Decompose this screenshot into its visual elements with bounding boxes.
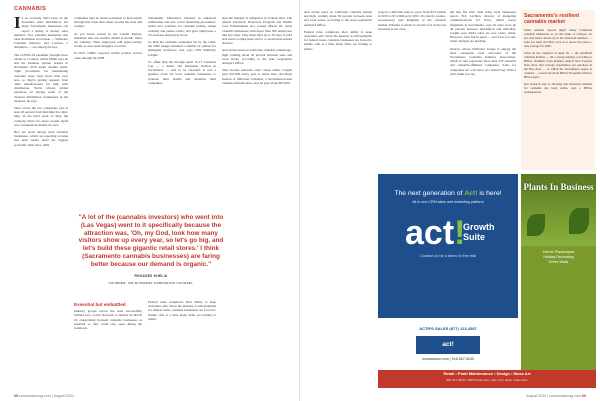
act-advertisement[interactable] bbox=[378, 174, 518, 370]
paragraph: n an economy that's been on the downturn since mid-March, not many Sacramento businesses can report a spring of money sales numbers. Two cannabis businesses that raise $4 million in revenue — Stillwater Cannabis Delivery and Cookers, a distributor — are among the few. bbox=[14, 16, 68, 50]
right-page bbox=[300, 0, 600, 401]
paragraph: Some national reports depict many California cannabis businesses as on the brink of collapse. As yet, that hasn't shown up in the statewide numbers — sales for April and May were at or above the year-to-date average for 2020. bbox=[524, 28, 592, 48]
leaf-icon bbox=[569, 208, 589, 234]
paragraph: He's not alone among local cannabis businesses, which are reporting revenue that held steady amid the biggest economic slide since 1929. bbox=[14, 130, 68, 147]
sidebar-box bbox=[521, 10, 595, 170]
pull-quote bbox=[76, 212, 226, 290]
article-column-6 bbox=[378, 10, 446, 170]
paragraph: companies may be better positioned to hold steady through this crisis than others around the state and country. bbox=[74, 16, 142, 29]
act-logo bbox=[405, 214, 495, 252]
sidebar-title: Sacramento's resilient cannabis market bbox=[524, 13, 580, 25]
sidebar-body bbox=[524, 28, 592, 97]
paragraph: In 2012, CMRC reported certain product sectors came through the 2008 bbox=[74, 51, 142, 60]
drop-cap: I bbox=[14, 16, 21, 32]
footer-right bbox=[526, 394, 586, 398]
article-column-5 bbox=[304, 10, 372, 388]
plants-service: Holiday Decorating bbox=[543, 255, 574, 259]
act-tagline: Contact us for a demo & free trial bbox=[420, 254, 476, 258]
plants-services bbox=[521, 246, 596, 269]
act-product-name: Growth Suite bbox=[463, 222, 495, 242]
retail-bar[interactable] bbox=[378, 370, 596, 388]
act-mini-logo: act! bbox=[416, 336, 480, 354]
paragraph: Sales across the two companies rose at least 20 percent from mid-March to mid-May. In the third week of May, the company hired two more people. April was a tremendous month, he says. bbox=[14, 106, 68, 127]
paragraph: And excise taxes on California cannabis remain sky-high, totaling about 50 percent between state and local levies, according to the state Legislative Analyst's Office. bbox=[304, 10, 372, 27]
pull-quote-name: RHOADES KHELIA bbox=[134, 273, 168, 278]
act-headline-post: is here! bbox=[479, 190, 502, 197]
paragraph: Our research data is showing that increased demand for cannabis has been stable, says a BDSA spokesperson. bbox=[524, 82, 592, 94]
pull-quote-title: FOUNDER, 350 BUSINESS CORPORATE COUNSEL bbox=[108, 281, 194, 286]
paragraph: The COVID-19 pandemic brought more clients to Cookers, which Miller says he and his business partner started in November 2019 under another name. Tight procedures for maintaining customer lines were more than ever now, so they're getting requests from other manufacturers for help with distribution. We've always prided ourselves on having some of the cleanest distribution warehouses in the business, he says. bbox=[14, 52, 68, 103]
act-contact[interactable]: ACTIPS SALES (877) 123-4567 bbox=[419, 326, 477, 331]
article-column-1 bbox=[14, 16, 68, 386]
footer-left bbox=[14, 394, 74, 398]
subhead: Essential but embattled bbox=[74, 302, 126, 307]
paragraph: Industry groups across the state successfully lobbied Gov. Gavin Newsom to declare in March 19 categorizing licensed cannabis businesses as essential so they could stay open during the lockdown. bbox=[74, 309, 142, 331]
paragraph: projects California sales to grow from $3.5 billion in 2019 to $7.4 billion by 2025. It's clearly counter-recessionary, says Kingham of the cannabis market. Whether as much as alcohol was in the last recession is not clear. bbox=[378, 10, 446, 31]
leaf-icon bbox=[527, 214, 545, 236]
page-number: 68 bbox=[14, 394, 18, 398]
paragraph: Therapeutic Alternative invested in enhanced sanitization and new social distancing procedures; added new positions for curbside pickup, online ordering and phone orders; and gave employees a 2% increase hazard pay boost. bbox=[148, 16, 216, 37]
paragraph: And the industry is whispered by federal rules. The federal Paycheck Protection Program and Health Care Enhancement Act, passed March 28, treats cannabis businesses with fewer than 500 employees like any other. They must offer up to 10 days of paid sick leave to employees out for a coronavirus-related absence. bbox=[222, 16, 292, 46]
footer-text: August 2020 | comstocksmag.com bbox=[526, 394, 581, 398]
paragraph: As job losses mount in the Capital Region, industries that can weather dismal economic times are valuable. Their employees will spend money locally as area retail struggles to revive. bbox=[74, 31, 142, 49]
plants-service: Interior Plantscapes bbox=[542, 250, 575, 254]
paragraph: Sales on the weekend of April 20 — the unofficial cannabis holiday — hit a strong number, according to BDSA. Numbers from industry analyst New Frontier Data show that average expenditure per purchase in the Bay Area — to which the Sacramento region is counted — went from about $60 in November 2019 to $85 in April. bbox=[524, 51, 592, 79]
act-headline bbox=[378, 174, 518, 197]
act-subheadline: All-in-one CRM sales and marketing platform bbox=[412, 200, 484, 204]
paragraph: Deaton, whose Stillwater lounge is among the most outspoken local advocates of the Sacramento Cannabis Industry Association, which in turn represents more than 150 cannabis and cannabis-affiliated companies. Sales for companies are a bit more of a mixed bag. What I don't think you see bbox=[450, 46, 516, 76]
article-column-3 bbox=[148, 16, 216, 206]
article-column-2 bbox=[74, 16, 142, 206]
article-column-3b bbox=[148, 300, 216, 388]
article-column-7 bbox=[450, 10, 516, 170]
pull-quote-text: "A lot of the (cannabis investors) who went into (Las Vegas) went to it specifically because the attraction was, 'Oh, my God, look how many visitors show up every year, so let's go big, and let's build these gigantic retail stores.' I think (Sacramento cannabis businesses) are faring better because our demand is organic." bbox=[78, 214, 224, 268]
paragraph: All that fits with what some local businesses report. Eric Lachhta, director of marketing communications for Kiva, which tracks shipments in Sacramento, says its sales were up 40 percent between mid-March and mid-May. Cargile says ATA's sales are now pretty stable. However, sales fell in April — and we're not sure where budgets are heading. bbox=[450, 10, 516, 44]
act-headline-pre: The next generation of bbox=[394, 190, 463, 197]
retail-bar-address: 916 447-4323 | 1525 Foster Ave., Sac, CA | Open: 11am-5pm bbox=[446, 378, 528, 382]
plants-photo bbox=[521, 174, 596, 246]
paragraph: State license renewals aren't cheap either. Cargile pays $57,000 every year to renew hers, and Ryan Deaton of Stillwater Cannabis, a Sacramento-based cannabis manufacturer, says he pays about $95,000. bbox=[222, 68, 292, 85]
paragraph: And excise taxes on California cannabis remain sky-high, totaling about 50 percent between state and local levies, according to the state Legislative Analyst's Office. bbox=[222, 48, 292, 66]
act-headline-brand: Act! bbox=[464, 190, 478, 197]
article-column-4 bbox=[222, 16, 292, 386]
act-footer[interactable]: innovaclone.com | 916 657-5030 bbox=[421, 357, 475, 361]
footer-text: comstocksmag.com | August 2020 bbox=[19, 394, 74, 398]
plants-brand: Plants In Business bbox=[523, 182, 594, 192]
paragraph: To help the cannabis companies hit by the crisis, the 2020 budget included a number of options for managing workforce cuts, says CEO Kimberly Cargile. bbox=[148, 40, 216, 57]
act-logo-mark: act! bbox=[405, 214, 466, 252]
section-label: CANNABIS bbox=[14, 6, 47, 12]
paragraph: Federal rules complicate their ability to keep customers safe. Since the industry is still ineligible for federal loans, cannabis businesses are forced to handle cash at a time many firms are turning to plastic. bbox=[304, 29, 372, 51]
retail-bar-text: Retail • Plant Maintenance • Design • Moss Art bbox=[443, 371, 531, 376]
page-number: 69 bbox=[582, 394, 586, 398]
plants-service: Green Walls bbox=[548, 260, 569, 264]
article-column-2b bbox=[74, 300, 142, 388]
act-contact-box bbox=[378, 318, 518, 370]
plants-advertisement[interactable] bbox=[521, 174, 596, 370]
paragraph: Federal rules complicate their ability to keep customers safe. Since the industry is still ineligible for federal loans, cannabis businesses are forced to handle cash at a time many firms are turning to plastic. bbox=[148, 300, 216, 321]
paragraph: To offset help the through April 15-13 Cannabis Cap — a music and marijuana festival in Sacramento — had to be canceled. It was a genuine event for local cannabis businesses to promote their brands and advertise their companies. bbox=[148, 59, 216, 85]
